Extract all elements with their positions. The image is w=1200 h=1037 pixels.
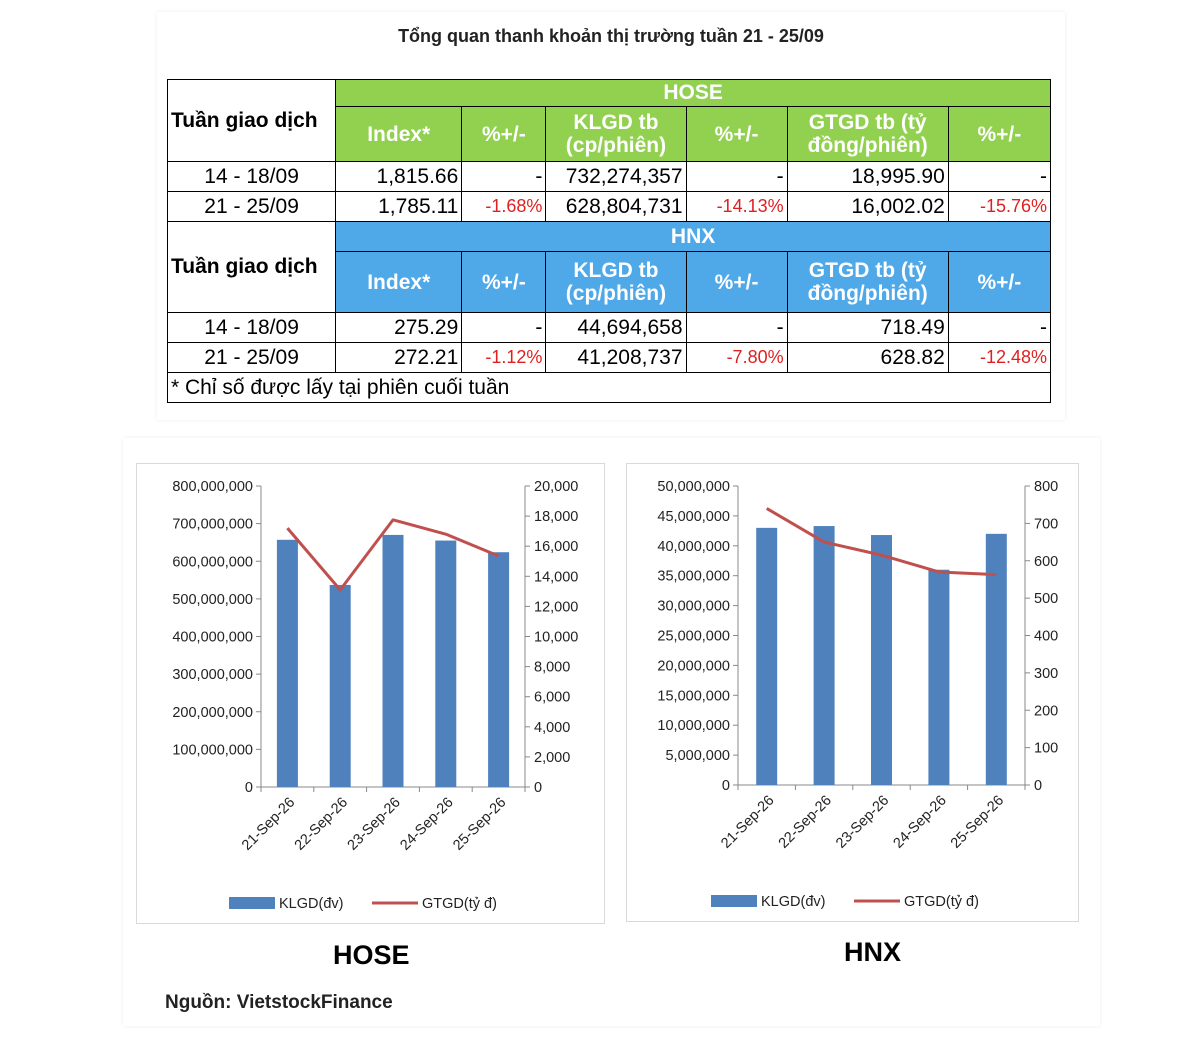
legend-label-line: GTGD(tỷ đ)	[904, 894, 979, 910]
legend-label-line: GTGD(tỷ đ)	[422, 896, 497, 912]
legend-swatch-bar	[711, 895, 757, 907]
left-tick-label: 45,000,000	[657, 508, 730, 525]
page-title: Tổng quan thanh khoản thị trường tuần 21 - 25/09	[398, 26, 824, 46]
table-row	[168, 192, 1051, 222]
left-tick-label: 300,000,000	[172, 667, 253, 684]
hose-band: HOSE	[336, 80, 1051, 107]
left-tick-label: 700,000,000	[172, 516, 253, 533]
note-row	[168, 373, 1051, 403]
right-tick-label: 10,000	[534, 629, 579, 646]
legend-label-bar: KLGD(đv)	[279, 896, 344, 912]
hose-col-gtgd	[787, 107, 948, 162]
left-tick-label: 100,000,000	[172, 742, 253, 759]
table-note: * Chỉ số được lấy tại phiên cuối tuần	[168, 373, 1051, 403]
right-tick-label: 4,000	[534, 719, 571, 736]
index-pct-cell: -1.68%	[462, 192, 546, 222]
hnx-col-gtgd	[787, 252, 948, 313]
hose-col-gtgd-line2: đồng/phiên)	[807, 134, 928, 157]
right-tick-label: 600	[1034, 553, 1059, 570]
bar-klgd	[928, 570, 949, 785]
hose-chart-frame	[136, 463, 605, 924]
category-label: 22-Sep-26	[775, 792, 835, 852]
klgd-pct-cell: -7.80%	[686, 343, 787, 373]
gtgd-cell: 16,002.02	[787, 192, 948, 222]
right-tick-label: 18,000	[534, 509, 579, 526]
left-tick-label: 600,000,000	[172, 554, 253, 571]
category-label: 24-Sep-26	[397, 794, 457, 854]
right-tick-label: 200	[1034, 703, 1059, 720]
gtgd-cell: 628.82	[787, 343, 948, 373]
left-tick-label: 800,000,000	[172, 479, 253, 495]
week-cell: 21 - 25/09	[168, 192, 336, 222]
row-header-hnx: Tuần giao dịch	[168, 222, 336, 313]
index-cell: 1,785.11	[336, 192, 462, 222]
left-tick-label: 0	[244, 780, 253, 796]
category-label: 22-Sep-26	[291, 794, 352, 854]
hnx-chart-frame	[626, 463, 1079, 922]
right-tick-label: 0	[534, 780, 543, 796]
hose-col-index-pct: %+/-	[462, 107, 546, 162]
gtgd-pct-cell: -12.48%	[948, 343, 1050, 373]
left-tick-label: 5,000,000	[665, 748, 730, 765]
hose-col-gtgd-line1: GTGD tb (tỷ	[808, 111, 927, 134]
category-label: 21-Sep-26	[239, 794, 299, 854]
left-tick-label: 20,000,000	[657, 658, 730, 675]
klgd-cell: 41,208,737	[546, 343, 686, 373]
index-cell: 1,815.66	[336, 162, 462, 192]
left-tick-label: 25,000,000	[657, 628, 730, 645]
hose-col-klgd-pct: %+/-	[686, 107, 787, 162]
right-tick-label: 500	[1034, 591, 1059, 608]
hnx-col-klgd-pct: %+/-	[686, 252, 787, 313]
bar-klgd	[814, 526, 835, 785]
left-tick-label: 40,000,000	[657, 538, 730, 555]
legend-swatch-bar	[229, 897, 275, 909]
klgd-pct-cell: -14.13%	[686, 192, 787, 222]
hnx-chart-caption: HNX	[844, 937, 902, 967]
right-tick-label: 0	[1034, 778, 1043, 794]
klgd-cell: 628,804,731	[546, 192, 686, 222]
category-label: 24-Sep-26	[890, 792, 950, 852]
left-tick-label: 200,000,000	[172, 704, 253, 721]
gtgd-pct-cell: -	[948, 162, 1050, 192]
klgd-pct-cell: -	[686, 162, 787, 192]
hnx-col-gtgd-line2: đồng/phiên)	[807, 282, 928, 305]
hnx-col-klgd-line1: KLGD tb	[573, 259, 659, 282]
week-cell: 14 - 18/09	[168, 162, 336, 192]
klgd-pct-cell: -	[686, 313, 787, 343]
right-tick-label: 400	[1034, 628, 1059, 645]
category-label: 21-Sep-26	[718, 792, 778, 852]
hnx-band-row	[168, 222, 1051, 252]
left-tick-label: 50,000,000	[657, 479, 730, 495]
left-tick-label: 35,000,000	[657, 568, 730, 585]
index-pct-cell: -	[462, 313, 546, 343]
hose-col-klgd-line2: (cp/phiên)	[565, 134, 667, 157]
hose-chart	[137, 464, 604, 923]
week-cell: 21 - 25/09	[168, 343, 336, 373]
index-cell: 275.29	[336, 313, 462, 343]
index-pct-cell: -	[462, 162, 546, 192]
gtgd-cell: 18,995.90	[787, 162, 948, 192]
gtgd-pct-cell: -15.76%	[948, 192, 1050, 222]
bar-klgd	[383, 535, 404, 787]
hose-col-klgd	[546, 107, 686, 162]
hnx-col-gtgd-line1: GTGD tb (tỷ	[808, 259, 927, 282]
hnx-col-gtgd-pct: %+/-	[948, 252, 1050, 313]
right-tick-label: 300	[1034, 665, 1059, 682]
left-tick-label: 15,000,000	[657, 688, 730, 705]
right-tick-label: 700	[1034, 516, 1059, 533]
hose-col-klgd-line1: KLGD tb	[573, 111, 659, 134]
right-tick-label: 8,000	[534, 659, 571, 676]
right-tick-label: 14,000	[534, 569, 579, 586]
right-tick-label: 20,000	[534, 479, 579, 495]
bar-klgd	[330, 585, 351, 787]
left-tick-label: 30,000,000	[657, 598, 730, 615]
bar-klgd	[871, 535, 892, 785]
category-label: 23-Sep-26	[833, 792, 893, 852]
hnx-col-klgd-line2: (cp/phiên)	[565, 282, 667, 305]
gtgd-pct-cell: -	[948, 313, 1050, 343]
right-tick-label: 100	[1034, 740, 1059, 757]
left-tick-label: 0	[721, 778, 730, 794]
hose-chart-caption: HOSE	[333, 940, 410, 970]
row-header-hose: Tuần giao dịch	[168, 80, 336, 162]
hnx-col-klgd	[546, 252, 686, 313]
klgd-cell: 44,694,658	[546, 313, 686, 343]
week-cell: 14 - 18/09	[168, 313, 336, 343]
table-row	[168, 313, 1051, 343]
bar-klgd	[756, 528, 777, 785]
legend-label-bar: KLGD(đv)	[761, 894, 826, 910]
index-cell: 272.21	[336, 343, 462, 373]
left-tick-label: 500,000,000	[172, 591, 253, 608]
bar-klgd	[277, 540, 298, 787]
hose-band-row	[168, 80, 1051, 107]
left-tick-label: 10,000,000	[657, 718, 730, 735]
hose-col-index: Index*	[336, 107, 462, 162]
klgd-cell: 732,274,357	[546, 162, 686, 192]
right-tick-label: 6,000	[534, 689, 571, 706]
right-tick-label: 800	[1034, 479, 1059, 495]
hnx-col-index-pct: %+/-	[462, 252, 546, 313]
index-pct-cell: -1.12%	[462, 343, 546, 373]
table-row	[168, 162, 1051, 192]
table-row	[168, 343, 1051, 373]
category-label: 25-Sep-26	[450, 794, 510, 854]
left-tick-label: 400,000,000	[172, 629, 253, 646]
liquidity-table	[167, 79, 1051, 403]
bar-klgd	[488, 552, 509, 787]
category-label: 25-Sep-26	[947, 792, 1008, 852]
hnx-band: HNX	[336, 222, 1051, 252]
gtgd-cell: 718.49	[787, 313, 948, 343]
hnx-col-index: Index*	[336, 252, 462, 313]
right-tick-label: 2,000	[534, 749, 571, 766]
bar-klgd	[986, 534, 1007, 785]
right-tick-label: 12,000	[534, 599, 579, 616]
right-tick-label: 16,000	[534, 539, 579, 556]
bar-klgd	[435, 541, 456, 787]
hnx-chart	[627, 464, 1078, 921]
hose-col-gtgd-pct: %+/-	[948, 107, 1050, 162]
liquidity-summary-card	[157, 12, 1065, 420]
source-note: Nguồn: VietstockFinance	[165, 992, 393, 1013]
category-label: 23-Sep-26	[344, 794, 404, 854]
